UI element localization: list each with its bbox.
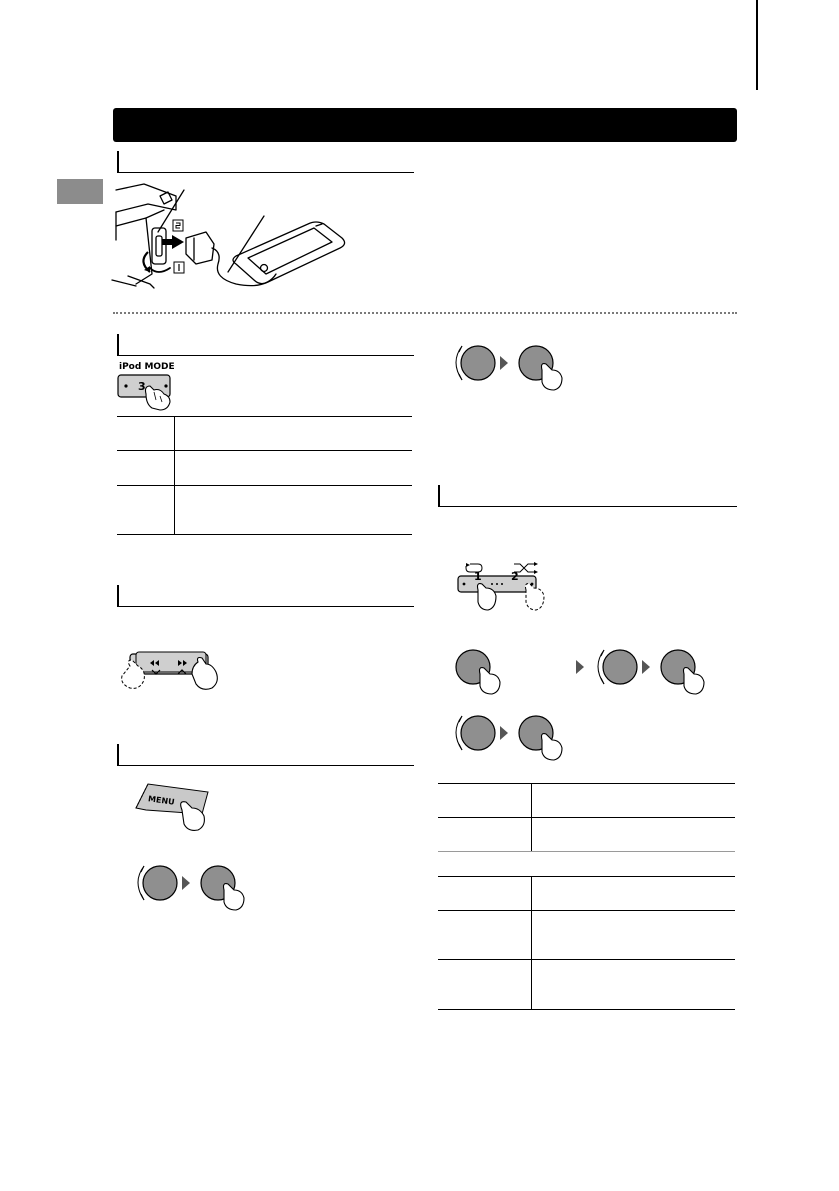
top-margin-rule — [756, 0, 758, 90]
knob-sequence-menu — [130, 854, 270, 914]
ipod-mode-button[interactable] — [116, 372, 186, 412]
knob-sequence-shuffle — [574, 640, 724, 698]
dotted-separator — [113, 312, 737, 314]
knob-press — [448, 640, 518, 698]
ipod-mode-label: iPod MODE — [119, 362, 175, 372]
table-row — [117, 451, 412, 486]
control-knob — [461, 716, 495, 750]
shuffle-table — [438, 876, 735, 1010]
arrow-right-icon — [500, 356, 508, 370]
ipod-mode-key-number: 3 — [138, 380, 146, 393]
arrow-right-icon — [642, 660, 650, 674]
control-knob — [603, 650, 637, 684]
section-heading-ipod-mode — [117, 333, 414, 356]
section-heading-skip — [117, 584, 414, 607]
menu-key-label: MENU — [147, 794, 176, 807]
table-row — [438, 784, 735, 818]
table-row — [117, 417, 412, 451]
ipod-mode-table — [117, 416, 412, 535]
arrow-right-icon — [500, 726, 508, 740]
page-header-bar — [113, 108, 737, 142]
repeat-table — [438, 783, 735, 852]
control-knob — [461, 346, 495, 380]
section-heading-menu — [117, 743, 414, 766]
shuffle-key-number: 2 — [511, 570, 519, 583]
skip-buttons[interactable] — [114, 646, 224, 694]
arrow-right-icon — [182, 876, 190, 890]
connection-diagram — [110, 180, 360, 290]
table-row — [438, 960, 735, 1010]
table-row — [438, 818, 735, 852]
table-row — [117, 486, 412, 535]
knob-sequence-repeat — [444, 704, 584, 764]
section-heading-connect — [117, 150, 414, 173]
table-row — [438, 911, 735, 960]
section-heading-repeat-shuffle — [438, 484, 737, 507]
arrow-right-icon — [576, 660, 584, 674]
knob-sequence-browse — [448, 334, 588, 394]
language-side-tab — [57, 179, 103, 204]
table-divider — [438, 851, 735, 852]
control-knob — [143, 866, 177, 900]
repeat-key-number: 1 — [474, 570, 482, 583]
table-row — [438, 877, 735, 911]
repeat-shuffle-keys[interactable] — [448, 554, 558, 614]
